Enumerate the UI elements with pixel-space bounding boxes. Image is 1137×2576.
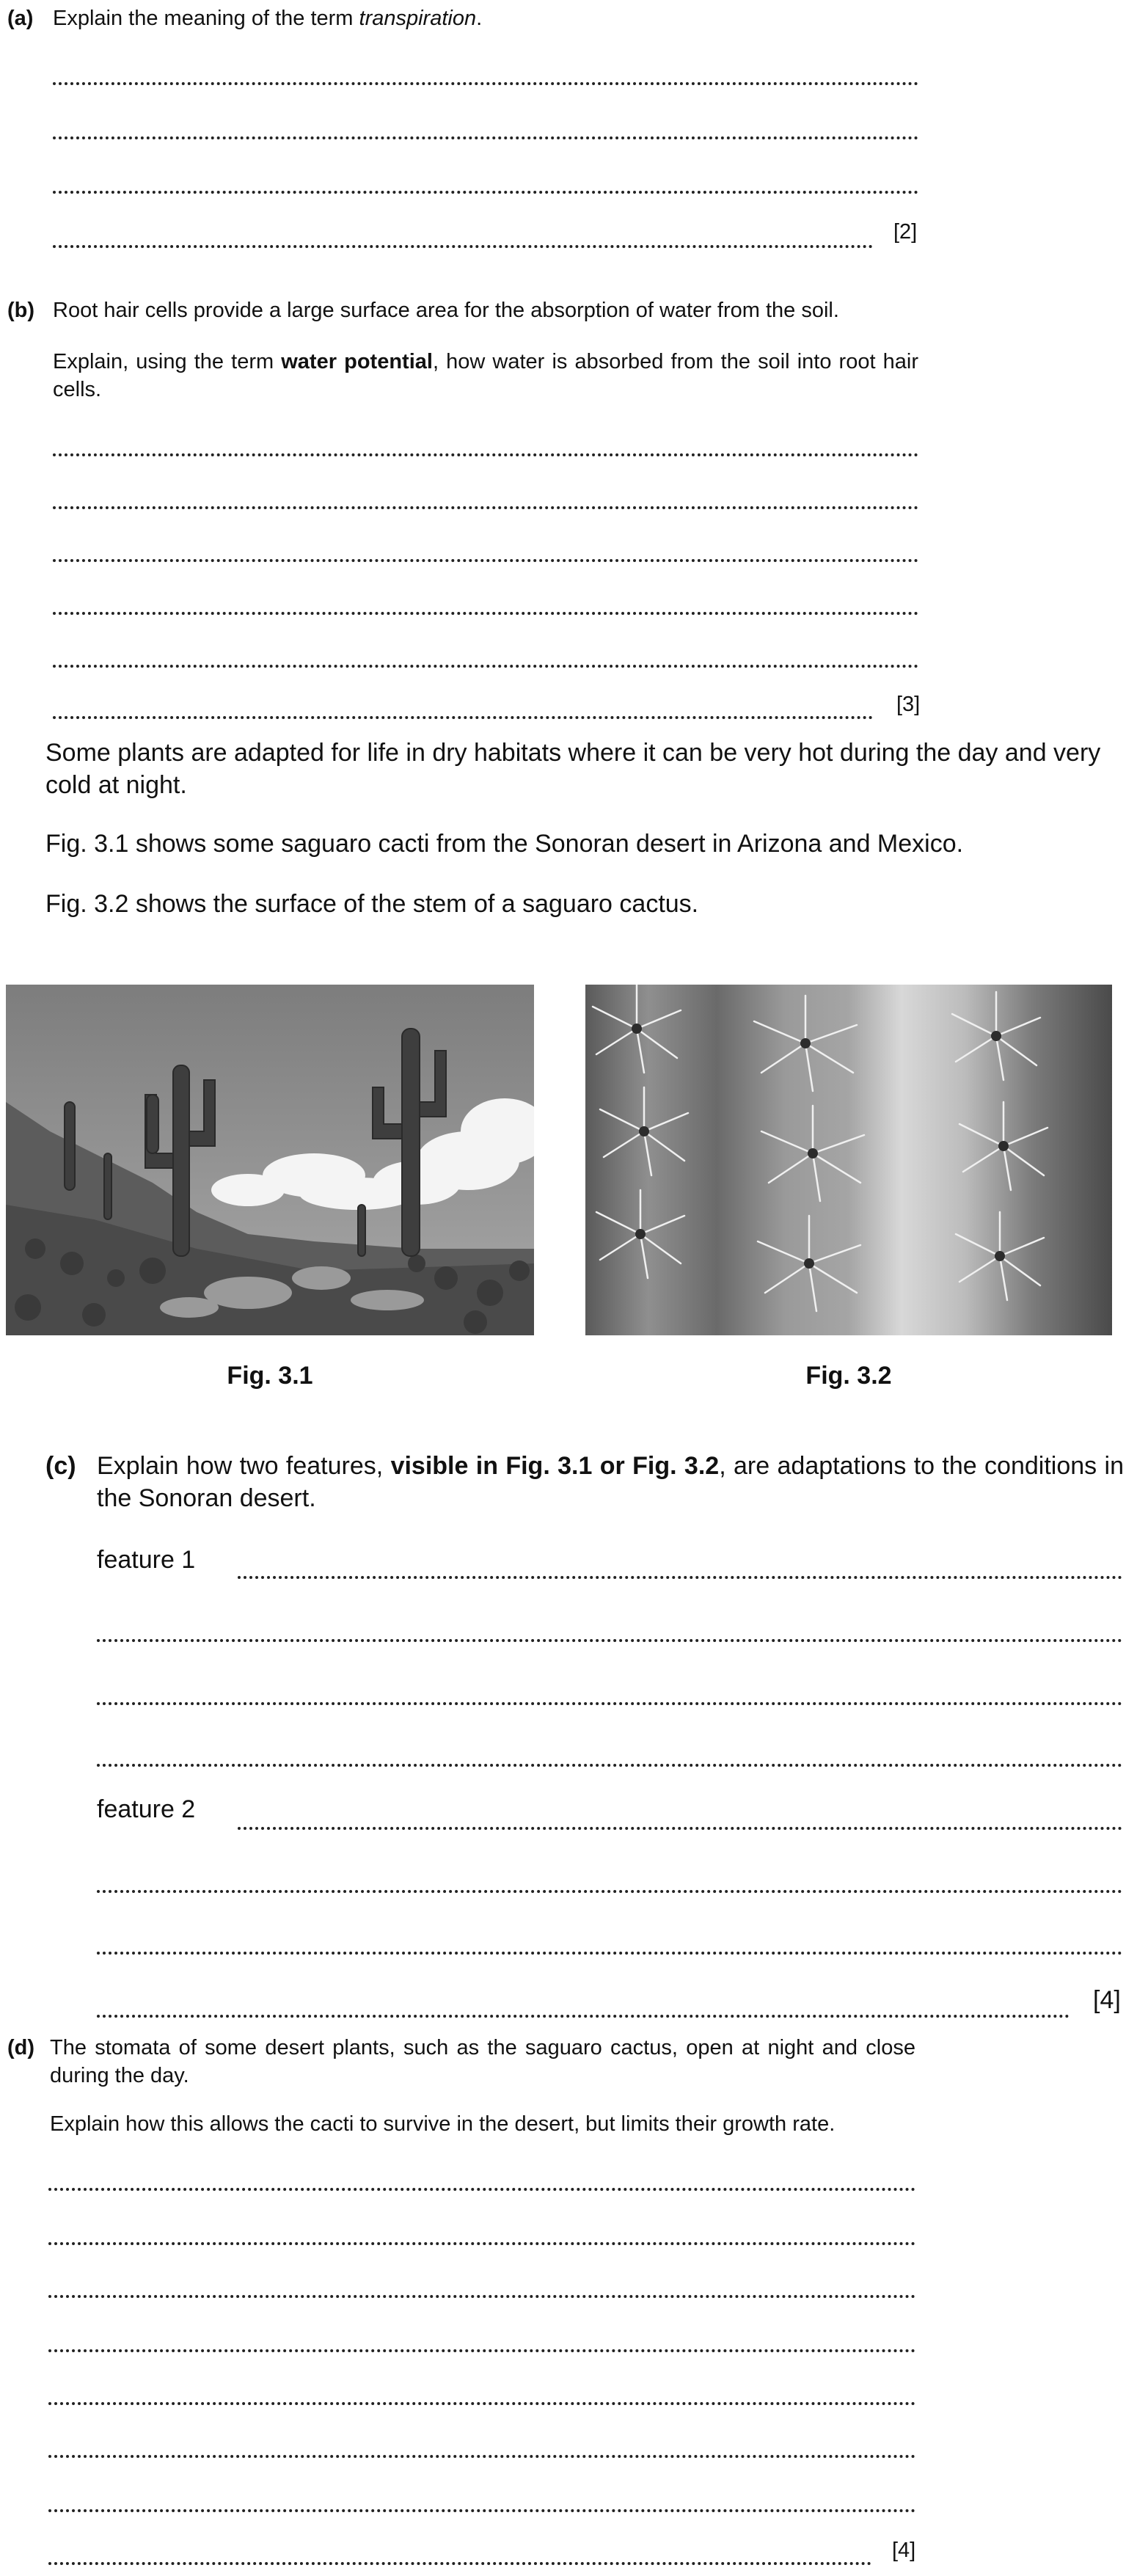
answer-line-d1[interactable] xyxy=(48,2188,915,2191)
answer-line-c3[interactable] xyxy=(97,1702,1122,1705)
answer-line-c7[interactable] xyxy=(97,1952,1122,1955)
answer-line-c1[interactable] xyxy=(238,1576,1122,1579)
answer-line-d4[interactable] xyxy=(48,2349,915,2352)
answer-line-c8[interactable] xyxy=(97,2015,1070,2018)
answer-line-d8[interactable] xyxy=(48,2562,871,2565)
answer-line-d6[interactable] xyxy=(48,2455,915,2458)
part-a-question xyxy=(53,4,918,32)
answer-line-b2[interactable] xyxy=(53,506,918,509)
part-b-question-pre: Explain, using the term xyxy=(53,350,282,373)
feature-1-label: feature 1 xyxy=(97,1546,196,1574)
answer-line-a1[interactable] xyxy=(53,82,918,85)
figure-3-2-caption: Fig. 3.2 xyxy=(805,1362,892,1390)
part-a-question-pre: Explain the meaning of the term xyxy=(53,7,359,30)
part-b-question-post: , how water is absorbed from the soil into root hair cells. xyxy=(53,350,918,401)
part-a-label: (a) xyxy=(7,7,34,30)
stem-paragraph-2: Fig. 3.1 shows some saguaro cacti from the Sonoran desert in Arizona and Mexico. xyxy=(45,830,964,858)
answer-line-b1[interactable] xyxy=(53,453,918,456)
answer-line-c5[interactable] xyxy=(238,1827,1122,1830)
part-c-question-post: , are adaptations to the conditions in the Sonoran desert. xyxy=(97,1452,1124,1512)
part-c-emphasis: visible in Fig. 3.1 or Fig. 3.2 xyxy=(390,1452,720,1480)
part-b-term: water potential xyxy=(281,350,433,373)
answer-line-c2[interactable] xyxy=(97,1639,1122,1642)
answer-line-a3[interactable] xyxy=(53,191,918,194)
answer-line-a2[interactable] xyxy=(53,136,918,139)
answer-line-d5[interactable] xyxy=(48,2402,915,2405)
part-b-mark: [3] xyxy=(896,693,921,716)
answer-line-c6[interactable] xyxy=(97,1890,1122,1893)
answer-line-b3[interactable] xyxy=(53,559,918,562)
stem-paragraph-3: Fig. 3.2 shows the surface of the stem of a saguaro cactus. xyxy=(45,890,699,918)
answer-line-d7[interactable] xyxy=(48,2509,915,2512)
part-a-term: transpiration xyxy=(359,7,477,30)
part-a-mark: [2] xyxy=(893,220,918,244)
part-c-question xyxy=(97,1450,1124,1514)
part-d-mark: [4] xyxy=(892,2539,916,2562)
answer-line-c4[interactable] xyxy=(97,1764,1122,1767)
part-d-label: (d) xyxy=(7,2036,35,2059)
saguaro-landscape-photo xyxy=(6,985,534,1335)
part-d-question: Explain how this allows the cacti to survive in the desert, but limits their growth rate. xyxy=(50,2112,836,2136)
answer-line-d2[interactable] xyxy=(48,2242,915,2245)
cactus-spines-image xyxy=(585,985,1112,1335)
part-c-label: (c) xyxy=(45,1452,76,1480)
part-c-question-pre: Explain how two features, xyxy=(97,1452,391,1480)
answer-line-b5[interactable] xyxy=(53,665,918,668)
answer-line-b4[interactable] xyxy=(53,612,918,615)
feature-2-label: feature 2 xyxy=(97,1795,196,1823)
part-d-intro: The stomata of some desert plants, such as the saguaro cactus, open at night and close during the day. xyxy=(50,2036,915,2087)
answer-line-a4[interactable] xyxy=(53,245,873,248)
answer-line-b6[interactable] xyxy=(53,716,873,719)
stem-paragraph-1: Some plants are adapted for life in dry habitats where it can be very hot during the day and very cold at night. xyxy=(45,739,1101,799)
part-b-question xyxy=(53,348,918,404)
figure-3-1-caption: Fig. 3.1 xyxy=(227,1362,313,1390)
part-b-intro: Root hair cells provide a large surface area for the absorption of water from the soil. xyxy=(53,299,839,322)
cactus-stem-surface-photo xyxy=(585,985,1112,1335)
part-a-question-post: . xyxy=(476,7,483,30)
part-c-mark: [4] xyxy=(1093,1986,1121,2014)
answer-line-d3[interactable] xyxy=(48,2295,915,2298)
part-b-label: (b) xyxy=(7,299,35,322)
saguaro-landscape-image xyxy=(6,985,534,1335)
